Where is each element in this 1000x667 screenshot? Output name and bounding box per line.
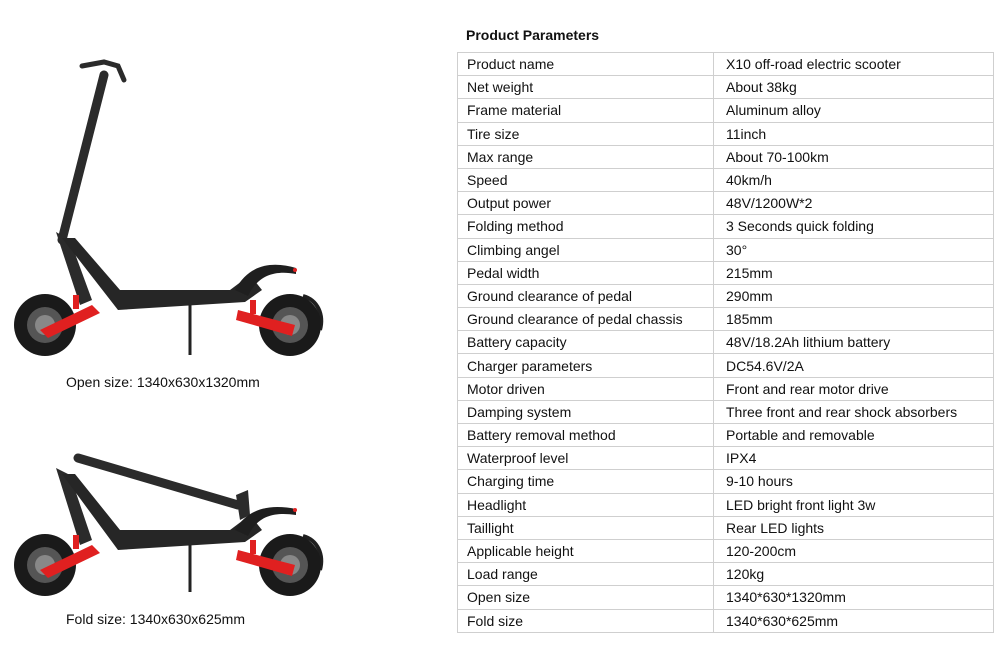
table-row <box>458 261 994 284</box>
param-label: Damping system <box>458 400 714 423</box>
param-label: Charging time <box>458 470 714 493</box>
param-label: Battery removal method <box>458 424 714 447</box>
scooter-open-image <box>0 40 340 390</box>
table-title: Product Parameters <box>466 27 600 43</box>
param-label: Product name <box>458 53 714 76</box>
param-value: Portable and removable <box>714 424 994 447</box>
param-label: Open size <box>458 586 714 609</box>
table-row <box>458 609 994 632</box>
param-label: Ground clearance of pedal chassis <box>458 308 714 331</box>
param-value: 9-10 hours <box>714 470 994 493</box>
param-label: Taillight <box>458 516 714 539</box>
table-row <box>458 447 994 470</box>
table-row <box>458 192 994 215</box>
param-value: IPX4 <box>714 447 994 470</box>
param-label: Frame material <box>458 99 714 122</box>
table-row <box>458 53 994 76</box>
param-label: Max range <box>458 145 714 168</box>
param-value: About 70-100km <box>714 145 994 168</box>
table-row <box>458 215 994 238</box>
param-value: 3 Seconds quick folding <box>714 215 994 238</box>
param-label: Pedal width <box>458 261 714 284</box>
param-label: Ground clearance of pedal <box>458 284 714 307</box>
param-value: 1340*630*1320mm <box>714 586 994 609</box>
param-label: Folding method <box>458 215 714 238</box>
param-value: Rear LED lights <box>714 516 994 539</box>
table-row <box>458 122 994 145</box>
table-row <box>458 238 994 261</box>
param-label: Battery capacity <box>458 331 714 354</box>
table-row <box>458 145 994 168</box>
table-row <box>458 284 994 307</box>
table-row <box>458 424 994 447</box>
param-value: 11inch <box>714 122 994 145</box>
param-label: Load range <box>458 563 714 586</box>
open-size-caption: Open size: 1340x630x1320mm <box>66 374 260 390</box>
param-label: Net weight <box>458 76 714 99</box>
param-label: Climbing angel <box>458 238 714 261</box>
param-label: Applicable height <box>458 539 714 562</box>
table-row <box>458 539 994 562</box>
param-value: Three front and rear shock absorbers <box>714 400 994 423</box>
table-row <box>458 470 994 493</box>
table-row <box>458 400 994 423</box>
param-label: Fold size <box>458 609 714 632</box>
param-label: Charger parameters <box>458 354 714 377</box>
param-value: 215mm <box>714 261 994 284</box>
table-row <box>458 563 994 586</box>
param-label: Waterproof level <box>458 447 714 470</box>
fold-size-caption: Fold size: 1340x630x625mm <box>66 611 245 627</box>
table-row <box>458 586 994 609</box>
table-row <box>458 308 994 331</box>
table-row <box>458 493 994 516</box>
param-value: Front and rear motor drive <box>714 377 994 400</box>
table-row <box>458 168 994 191</box>
param-label: Tire size <box>458 122 714 145</box>
param-value: LED bright front light 3w <box>714 493 994 516</box>
param-value: About 38kg <box>714 76 994 99</box>
scooter-folded-image <box>0 445 340 635</box>
param-value: 290mm <box>714 284 994 307</box>
table-row <box>458 377 994 400</box>
param-value: 30° <box>714 238 994 261</box>
param-label: Motor driven <box>458 377 714 400</box>
product-parameters-table <box>457 52 994 633</box>
table-row <box>458 99 994 122</box>
param-value: 120kg <box>714 563 994 586</box>
param-value: 48V/1200W*2 <box>714 192 994 215</box>
param-value: 185mm <box>714 308 994 331</box>
param-value: Aluminum alloy <box>714 99 994 122</box>
param-label: Speed <box>458 168 714 191</box>
param-label: Headlight <box>458 493 714 516</box>
table-row <box>458 516 994 539</box>
param-value: X10 off-road electric scooter <box>714 53 994 76</box>
param-label: Output power <box>458 192 714 215</box>
param-value: 1340*630*625mm <box>714 609 994 632</box>
table-row <box>458 331 994 354</box>
param-value: DC54.6V/2A <box>714 354 994 377</box>
table-row <box>458 354 994 377</box>
param-value: 120-200cm <box>714 539 994 562</box>
param-value: 40km/h <box>714 168 994 191</box>
table-row <box>458 76 994 99</box>
param-value: 48V/18.2Ah lithium battery <box>714 331 994 354</box>
